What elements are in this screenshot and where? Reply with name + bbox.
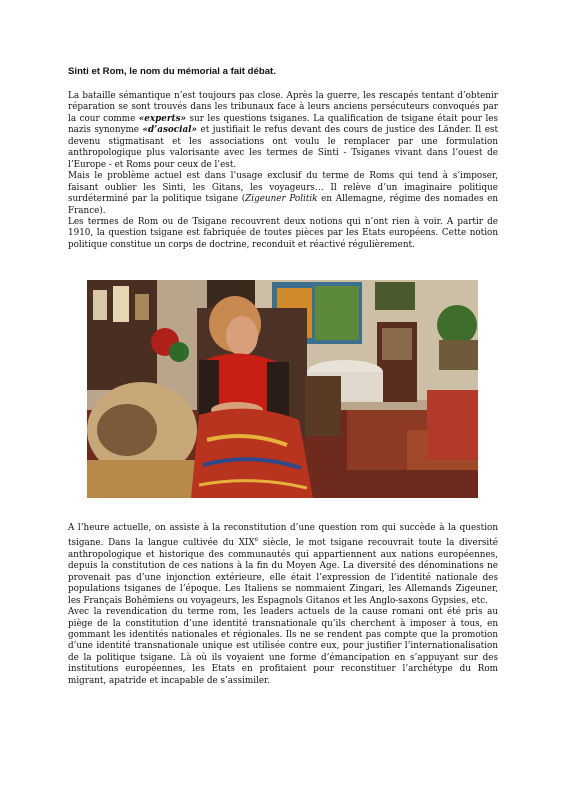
paragraph bbox=[68, 91, 498, 171]
text-run: siècle, le mot tsigane recouvrait toute la diversité anthropologique et historique des communautés qui appartiennent aux nations européennes, depuis la constitution de ces nations à la fin du Moyen Age. La diversité des dénominations ne provenait pas d’une injonction extérieure, elle était l’expression de l’identité nationale des populations tsiganes de l’époque. Les Italiens se nommaient Zingari, les Allemands Zigeuner, les Français Bohémiens ou voyageurs, les Espagnols Gitanos et les Anglo-saxons Gypsies, etc. bbox=[68, 538, 498, 606]
article-section-1 bbox=[68, 91, 498, 251]
text-run: et justifiait le refus devant des cours de justice des Länder. Il est devenu stigmatisant et les associations ont voulu le remplacer par une formulation anthropologique plus valorisante avec les termes de Sinti - Tsiganes vivant dans l’ouest de l’Europe - et Roms pour ceux de l’est. bbox=[68, 125, 498, 170]
article-section-2 bbox=[68, 523, 498, 687]
paragraph: Les termes de Rom ou de Tsigane recouvrent deux notions qui n’ont rien à voir. A partir de 1910, la question tsigane est fabriquée de toutes pièces par les Etats européens. Cette notion politique constitue un corps de doctrine, reconduit et réactivé régulièrement. bbox=[68, 216, 498, 250]
superscript: e bbox=[254, 536, 259, 544]
paragraph: Avec la revendication du terme rom, les leaders actuels de la cause romani ont été pris au piège de la constitution d’une identité transnationale qu’ils cherchent à imposer à tous, en gommant les identités nationales et régionales. Ils ne se rendent pas compte que la promotion d’une identité transnationale unique est utilisée contre eux, pour justifier l’internationalisation de la politique tsigane. Là où ils voyaient une forme d’émancipation en s’appuyant sur des institutions européennes, les Etats en profitaient pour reconstituer l’archétype du Rom migrant, apatride et incapable de s’assimiler. bbox=[68, 607, 498, 686]
article-title: Sinti et Rom, le nom du mémorial a fait débat. bbox=[68, 66, 276, 77]
emphasis-zigeuner-politik: Zigeuner Politik bbox=[245, 194, 318, 205]
emphasis-experts: «experts» bbox=[138, 113, 187, 124]
photo-elderly-woman-icon bbox=[87, 280, 478, 498]
paragraph bbox=[68, 171, 498, 217]
text-run: sur les questions tsiganes. La qualification de tsigane était pour les nazis synonyme bbox=[68, 113, 498, 136]
text-run: Mais le problème actuel est dans l’usage exclusif du terme de Roms qui tend à s’imposer, faisant oublier les Sinti, les Gitans, les voyageurs… Il relève d’un imaginaire politique surdéterminé par la politique tsigane ( bbox=[68, 171, 498, 205]
paragraph bbox=[68, 523, 498, 607]
article-photo bbox=[87, 280, 478, 498]
text-run: en Allemagne, régime des nomades en France). bbox=[68, 194, 499, 216]
text-run: A l’heure actuelle, on assiste à la reconstitution d’une question rom qui succède à la question tsigane. Dans la langue cultivée du XIX bbox=[68, 523, 498, 549]
emphasis-asocial: «d’asocial» bbox=[142, 125, 198, 136]
text-run: La bataille sémantique n’est toujours pas close. Après la guerre, les rescapés tentant d’obtenir réparation se sont trouvés dans les tribunaux face à leurs anciens persécuteurs convoqués par la cour comme bbox=[68, 91, 498, 124]
